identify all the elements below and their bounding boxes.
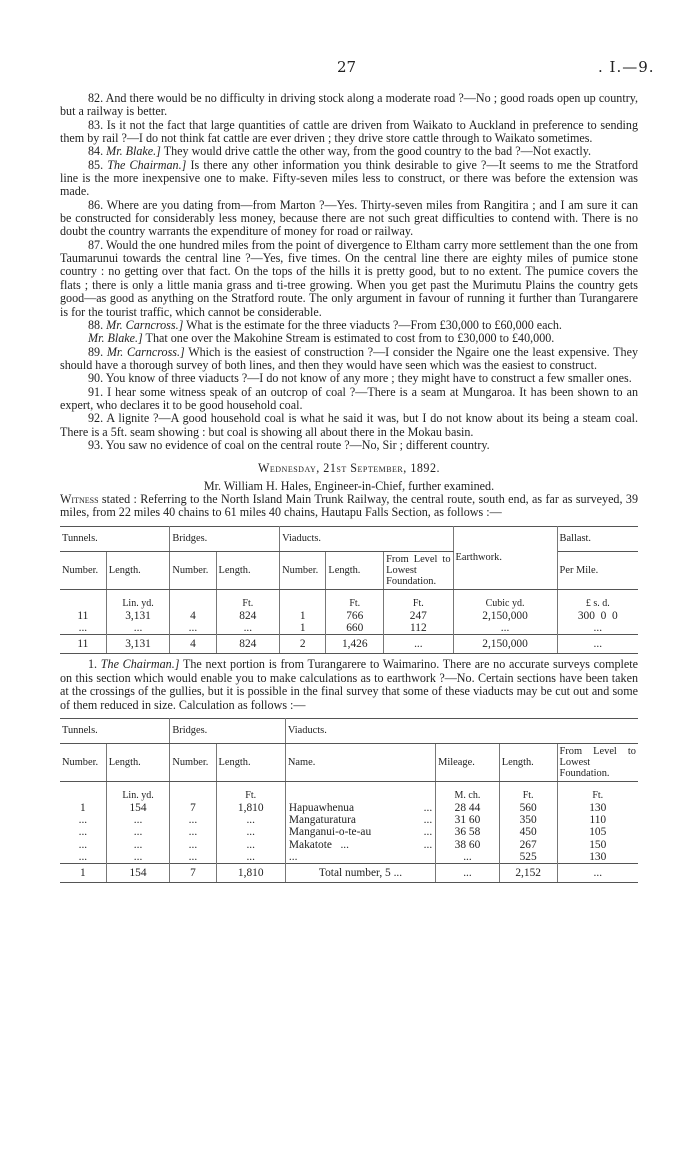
cell: 1,810 [216, 864, 285, 883]
cell: 525 [499, 851, 557, 864]
document-body [60, 92, 638, 887]
cell: 31 60 [436, 814, 500, 826]
column-header: Name. [285, 743, 435, 781]
unit-cell: Cubic yd. [453, 589, 557, 610]
cell: ... [436, 864, 500, 883]
cell: 36 58 [436, 826, 500, 838]
cell: Manganui-o-te-au ... [285, 826, 435, 838]
cell: 1,810 [216, 802, 285, 814]
cell: 660 [326, 622, 384, 635]
qa-paragraph: 91. I hear some witness speak of an outcrop of coal ?—There is a seam at Mungaroa. It has been shown to an expert, who declares it to be good household coal. [60, 384, 638, 412]
witness-statement: Witness stated : Referring to the North Island Main Trunk Railway, the central route, south end, as far as surveyed, 39 miles, from 22 miles 40 chains to 61 miles 40 chains, Hautapu Falls Section, as follows :— [60, 491, 638, 520]
cell: 4 [170, 635, 216, 654]
cell: ... [216, 826, 285, 838]
cell: 11 [60, 635, 106, 654]
cell: ... [60, 851, 106, 864]
cell: 2 [280, 635, 326, 654]
table-turangarere-waimarino [60, 718, 638, 883]
cell: 3,131 [106, 610, 170, 622]
cell: ... [170, 622, 216, 635]
cell: 150 [589, 838, 607, 851]
cell: 154 [106, 864, 170, 883]
paragraph: 1. The Chairman.] The next portion is from Turangarere to Waimarino. There are no accurate surveys complete on this section which would enable you to make calculations as to earthwork ?—No. Certain sections have been taken at the crossings of the gullies, but it is possible in the final survey that some of these viaducts may be cut out and some of them reduced in size. Calculation as follows :— [60, 657, 638, 712]
group-header: Bridges. [170, 718, 286, 743]
witness-heading: Mr. William H. Hales, Engineer-in-Chief, further examined. [203, 478, 495, 493]
column-header: Number. [170, 743, 216, 781]
cell: 1,426 [326, 635, 384, 654]
cell: 105 [589, 826, 607, 839]
column-header: Earthwork. [453, 526, 557, 589]
cell: 247 [384, 610, 453, 622]
column-header: Length. [216, 551, 280, 589]
group-header: Viaducts. [280, 526, 453, 551]
unit-cell: Ft. [216, 781, 285, 802]
qa-paragraph: 93. You saw no evidence of coal on the central route ?—No, Sir ; different country. [88, 437, 490, 452]
cell: ... [170, 839, 216, 851]
group-header: Ballast. [557, 526, 638, 551]
cell: ... [106, 622, 170, 635]
qa-paragraph: 89. Mr. Carncross.] Which is the easiest of construction ?—I consider the Ngaire one the least expensive. They should have a thorough survey of both lines, and then they would have seen which was the easiest to construct. [60, 344, 639, 372]
cell: Total number, 5 ... [285, 864, 435, 883]
unit-cell: Ft. [499, 781, 557, 802]
table-row [60, 814, 638, 826]
column-header: From Level to Lowest Foundation. [384, 551, 453, 589]
unit-cell [60, 589, 106, 610]
unit-cell [285, 781, 435, 802]
cell: ... [106, 826, 170, 838]
column-header: Number. [60, 743, 106, 781]
column-header: From Level to Lowest Foundation. [557, 743, 638, 781]
unit-cell: £ s. d. [585, 597, 610, 609]
table-row [60, 802, 638, 814]
unit-cell: Lin. yd. [106, 781, 170, 802]
qa-paragraph: 82. And there would be no difficulty in driving stock along a moderate road ?—No ; good roads open up country, but a railway is better. [60, 91, 638, 119]
cell: ... [106, 814, 170, 826]
table-row [60, 622, 638, 635]
cell: 4 [170, 610, 216, 622]
date-heading: Wednesday, 21st September, 1892. [257, 461, 441, 476]
cell: 1 [60, 802, 106, 814]
unit-cell: Lin. yd. [106, 589, 170, 610]
column-header: Per Mile. [557, 551, 638, 589]
cell: 7 [170, 864, 216, 883]
cell: 450 [499, 826, 557, 838]
unit-cell: Ft. [384, 589, 453, 610]
cell: ... [170, 826, 216, 838]
group-header: Tunnels. [60, 526, 170, 551]
cell: ... [60, 814, 106, 826]
column-header: Length. [499, 743, 557, 781]
unit-cell: M. ch. [436, 781, 500, 802]
cell: 1 [60, 864, 106, 883]
cell: ... [170, 814, 216, 826]
cell: 38 60 [436, 839, 500, 851]
cell: ... [216, 814, 285, 826]
cell: 2,152 [499, 864, 557, 883]
qa-paragraph: 85. The Chairman.] Is there any other information you think desirable to give ?—It seems to me the Stratford line is the more inexpensive one to make. Fifty-seven miles less to construct, or there was before the extension was made. [60, 157, 639, 199]
cell: 28 44 [436, 802, 500, 814]
cell: 350 [499, 814, 557, 826]
unit-cell: Ft. [216, 589, 280, 610]
unit-cell: Ft. [326, 589, 384, 610]
cell: ... [60, 826, 106, 838]
table-row [60, 839, 638, 851]
cell: 7 [170, 802, 216, 814]
table-total-row [60, 864, 638, 883]
table-row [60, 826, 638, 838]
group-header: Tunnels. [60, 718, 170, 743]
cell: 824 [216, 610, 280, 622]
cell: 130 [589, 802, 607, 815]
cell: 1 [280, 610, 326, 622]
group-header: Viaducts. [285, 718, 638, 743]
cell: 112 [384, 622, 453, 635]
unit-cell [60, 781, 106, 802]
unit-cell [170, 781, 216, 802]
qa-paragraph: 86. Where are you dating from—from Marton ?—Yes. Thirty-seven miles from Rangitira ; and I am sure it can be constructed for considerably less money, because there are not such great difficulties to contend with. There is no doubt the country warrants the expenditure of money for road or railway. [60, 197, 638, 239]
cell: ... [170, 851, 216, 864]
cell: ... [216, 851, 285, 864]
cell: 11 [60, 610, 106, 622]
cell: 267 [499, 839, 557, 851]
cell: 2,150,000 [453, 635, 557, 654]
column-header: Number. [170, 551, 216, 589]
cell: ... [285, 851, 435, 864]
cell: 300 0 0 [577, 609, 618, 622]
cell: Hapuawhenua ... [285, 802, 435, 814]
column-header: Length. [106, 743, 170, 781]
cell: 824 [216, 635, 280, 654]
qa-paragraph: 90. You know of three viaducts ?—I do not know of any more ; they might have to construct a few smaller ones. [88, 371, 632, 386]
qa-paragraph: 92. A lignite ?—A good household coal is what he said it was, but I do not know about its being a steam coal. There is a 5ft. seam showing : but coal is showing all about there in the Mokau basin. [60, 411, 638, 439]
column-header: Length. [326, 551, 384, 589]
qa-paragraph: 84. Mr. Blake.] They would drive cattle the other way, from the good country to the bad ?—Not exactly. [88, 144, 591, 159]
cell: 3,131 [106, 635, 170, 654]
column-header: Length. [216, 743, 285, 781]
qa-paragraph: 88. Mr. Carncross.] What is the estimate for the three viaducts ?—From £30,000 to £60,000 each. [88, 317, 562, 332]
cell: 130 [589, 850, 607, 863]
cell: ... [106, 851, 170, 864]
cell: ... [557, 635, 638, 654]
cell: Mangaturatura ... [285, 814, 435, 826]
column-header: Number. [60, 551, 106, 589]
page-number: 27 [337, 58, 357, 76]
table-total-row [60, 635, 638, 654]
qa-paragraph: 83. Is it not the fact that large quantities of cattle are driven from Waikato to Auckland in preference to sending them by rail ?—I do not think fat cattle are ever driven ; they drive store cattle through to Waikato sometimes. [60, 117, 638, 146]
cell: ... [384, 635, 453, 654]
cell: 766 [326, 610, 384, 622]
column-header: Length. [106, 551, 170, 589]
cell: 110 [589, 814, 607, 827]
cell: 154 [106, 802, 170, 814]
column-header: Mileage. [436, 743, 500, 781]
group-header: Bridges. [170, 526, 280, 551]
page-header [0, 58, 700, 78]
cell: ... [593, 622, 603, 635]
qa-paragraphs [60, 92, 638, 452]
cell: ... [106, 839, 170, 851]
cell: ... [453, 622, 557, 635]
cell: ... [216, 622, 280, 635]
cell: ... [60, 622, 106, 635]
cell: ... [60, 839, 106, 851]
section-code: . I.—9. [598, 58, 655, 76]
cell: 560 [499, 802, 557, 814]
qa-paragraph: 87. Would the one hundred miles from the point of divergence to Eltham carry more settlement than the one from Taumarunui towards the central line ?—Yes, five times. On the central line there are eighty miles of pumice stone country : no getting over that fact. On the tops of the hills it is pretty good, but to no extent. The pumice covers the flats ; there is only a little mania grass and ti-tree growing. When you get past the Murimutu Plains the country gets good—as good as anything on the Stratford route. The only argument in favour of running it further than Turangarere is for the tourist traffic, which cannot be considerable. [60, 237, 638, 319]
table-row [60, 851, 638, 864]
table-row [60, 610, 638, 622]
cell: 1 [280, 622, 326, 635]
qa-paragraph: Mr. Blake.] That one over the Makohine Stream is estimated to cost from to £30,000 to £40,000. [88, 331, 555, 346]
unit-cell [280, 589, 326, 610]
cell: Makatote ... ... [285, 839, 435, 851]
table-hautapu-section [60, 526, 638, 655]
cell: ... [436, 851, 500, 864]
unit-cell [170, 589, 216, 610]
cell: 2,150,000 [453, 610, 557, 622]
column-header: Number. [280, 551, 326, 589]
unit-cell: Ft. [592, 789, 604, 801]
cell: ... [216, 839, 285, 851]
cell: ... [557, 864, 638, 883]
